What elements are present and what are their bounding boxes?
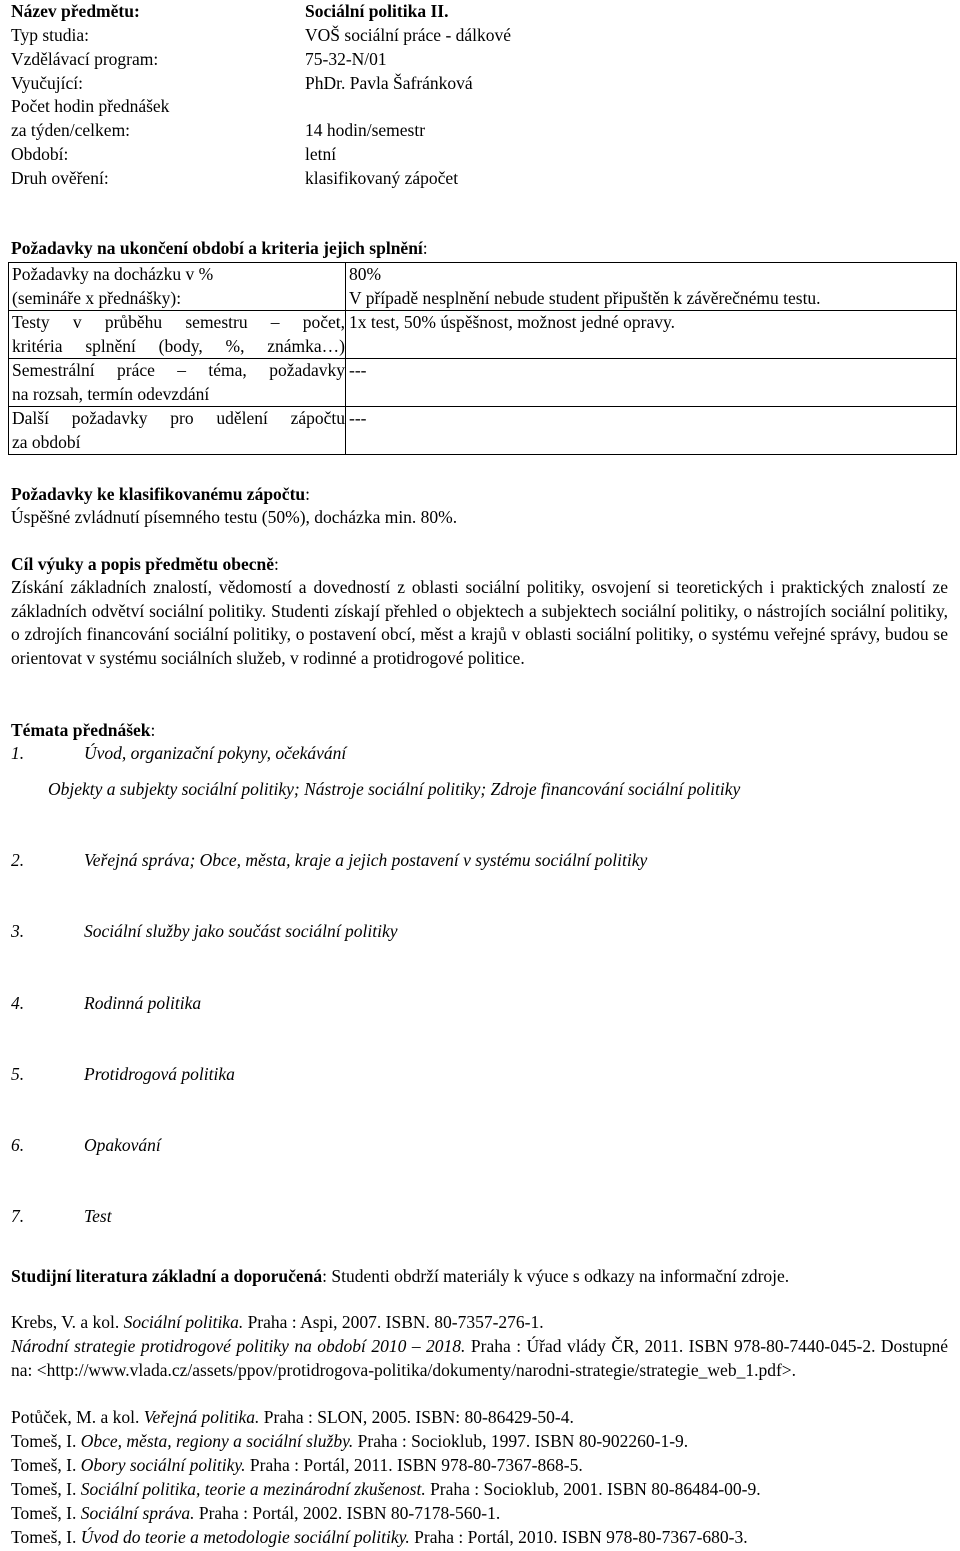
topics-heading (11, 719, 155, 743)
topic-number: 1. (11, 743, 25, 763)
goal-text: Získání základních znalostí, vědomostí a dovedností z oblasti sociální politiky, osvojení si teoretických i praktických znalostí ze základních odvětví sociální politiky. Studenti získají přehled o objektech a subjektech sociální politiky, o nástrojích sociální politiky, o zdrojích financování sociální politiky, o postavení obcí, měst a krajů v oblasti sociální politiky, o systému veřejné správy, budou se orientovat v systému sociálních služeb, v rodinné a protidrogové politice. (11, 577, 948, 668)
lit-publisher: Praha : SLON, 2005. ISBN: 80-86429-50-4. (259, 1407, 574, 1427)
topic-number: 4. (11, 993, 25, 1013)
graded-heading-colon: : (305, 484, 310, 504)
value-study-type: VOŠ sociální práce - dálkové (305, 25, 512, 45)
lit-title: Obce, města, regiony a sociální služby. (80, 1431, 354, 1451)
topics-heading-colon: : (150, 720, 156, 740)
lit-author: Tomeš, I. (11, 1503, 81, 1523)
lit-title: Sociální správa. (80, 1503, 195, 1523)
row-other-value (346, 407, 957, 455)
list-item (11, 1335, 948, 1382)
table-row (9, 407, 957, 455)
other-label-2: za období (12, 431, 81, 452)
lit-title: Národní strategie protidrogové politiky na období 2010 – 2018. (11, 1336, 466, 1356)
lit-publisher: Praha : Portál, 2010. ISBN 978-80-7367-680-3. (409, 1527, 748, 1547)
lit-publisher: Praha : Portál, 2011. ISBN 978-80-7367-868-5. (245, 1455, 583, 1475)
lit-publisher: Praha : Aspi, 2007. ISBN. 80-7357-276-1. (243, 1312, 544, 1332)
lit-author: Krebs, V. a kol. (11, 1312, 124, 1332)
lit-title: Veřejná politika. (143, 1407, 260, 1427)
label-program: Vzdělávací program: (11, 49, 159, 69)
lit-author: Potůček, M. a kol. (11, 1407, 144, 1427)
topic-number: 2. (11, 850, 25, 870)
attendance-value-2: V případě nesplnění nebude student připuštěn k závěrečnému testu. (349, 287, 821, 308)
topic-title: Veřejná správa; Obce, města, kraje a jejich postavení v systému sociální politiky (84, 850, 648, 870)
list-item (11, 1454, 948, 1478)
tests-label-2: kritéria splnění (body, %, známka…) (12, 335, 345, 356)
list-item (11, 1478, 948, 1502)
label-course-name: Název předmětu: (11, 1, 140, 21)
value-teacher: PhDr. Pavla Šafránková (305, 73, 473, 93)
attendance-label-1: Požadavky na docházku v % (12, 264, 214, 284)
list-item (11, 1406, 948, 1430)
row-attendance-label (9, 263, 346, 311)
topic-title: Opakování (84, 1135, 161, 1155)
other-label-1: Další požadavky pro udělení zápočtu (12, 408, 345, 428)
topic-number: 6. (11, 1135, 25, 1155)
value-period: letní (305, 144, 337, 164)
lit-author: Tomeš, I. (11, 1431, 81, 1451)
semestral-value: --- (349, 360, 367, 380)
list-item (11, 1526, 948, 1550)
row-semestral-label (9, 359, 346, 407)
literature-intro: : Studenti obdrží materiály k výuce s odkazy na informační zdroje. (322, 1266, 790, 1286)
label-teacher: Vyučující: (11, 73, 83, 93)
label-hours-2: za týden/celkem: (11, 120, 131, 140)
lit-title: Obory sociální politiky. (80, 1455, 246, 1475)
row-tests-value (346, 311, 957, 359)
requirements-heading-text: Požadavky na ukončení období a kriteria jejich splnění (11, 238, 423, 258)
row-other-label (9, 407, 346, 455)
tests-value: 1x test, 50% úspěšnost, možnost jedné opravy. (349, 312, 675, 332)
requirements-heading (11, 237, 428, 261)
lit-author: Tomeš, I. (11, 1455, 81, 1475)
topic-title: Sociální služby jako součást sociální politiky (84, 921, 398, 941)
label-hours-1: Počet hodin přednášek (11, 96, 170, 116)
lit-publisher: Praha : Socioklub, 2001. ISBN 80-86484-00-9. (425, 1479, 761, 1499)
list-item (11, 1502, 948, 1526)
topic-title: Test (84, 1206, 112, 1226)
topic-title: Úvod, organizační pokyny, očekávání (84, 743, 347, 763)
lit-author: Tomeš, I. (11, 1527, 81, 1547)
list-item (11, 1311, 948, 1335)
literature-heading-text: Studijní literatura základní a doporučená (11, 1266, 323, 1286)
topic-title: Rodinná politika (84, 993, 202, 1013)
list-item (11, 1430, 948, 1454)
table-row (9, 311, 957, 359)
lit-title: Sociální politika. (123, 1312, 244, 1332)
value-hours: 14 hodin/semestr (305, 120, 426, 140)
tests-label-1: Testy v průběhu semestru – počet, (12, 312, 345, 332)
topic-number: 3. (11, 921, 25, 941)
value-program: 75-32-N/01 (305, 49, 387, 69)
lit-publisher: Praha : Úřad vlády ČR, 2011. ISBN 978-80-7440-045-2. Dostupné na: <http://www.vlada.cz/assets/ppov/protidrogova-politika/dokumenty/narodni-strategie/strategie_web_1.pdf>. (11, 1336, 948, 1380)
graded-text: Úspěšné zvládnutí písemného testu (50%), docházka min. 80%. (11, 507, 458, 527)
literature-heading (11, 1265, 789, 1289)
table-row (9, 359, 957, 407)
lit-publisher: Praha : Socioklub, 1997. ISBN 80-902260-1-9. (353, 1431, 689, 1451)
topic-number: 5. (11, 1064, 25, 1084)
semestral-label-2: na rozsah, termín odevzdání (12, 383, 210, 404)
other-value: --- (349, 408, 367, 428)
graded-heading-text: Požadavky ke klasifikovanému zápočtu (11, 484, 306, 504)
topic-title: Protidrogová politika (84, 1064, 235, 1084)
value-verification: klasifikovaný zápočet (305, 168, 459, 188)
goal-heading-text: Cíl výuky a popis předmětu obecně (11, 554, 275, 574)
requirements-table (8, 262, 957, 455)
goal-heading (11, 553, 279, 577)
label-verification: Druh ověření: (11, 168, 109, 188)
goal-heading-colon: : (274, 554, 279, 574)
attendance-label-2: (semináře x přednášky): (12, 287, 182, 308)
value-course-name: Sociální politika II. (305, 1, 449, 21)
semestral-label-1: Semestrální práce – téma, požadavky (12, 360, 345, 380)
graded-heading (11, 483, 310, 507)
lit-title: Sociální politika, teorie a mezinárodní zkušenost. (80, 1479, 426, 1499)
requirements-heading-colon: : (422, 238, 428, 258)
lit-title: Úvod do teorie a metodologie sociální politiky. (80, 1527, 410, 1547)
topic-number: 7. (11, 1206, 25, 1226)
row-semestral-value (346, 359, 957, 407)
attendance-value-1: 80% (349, 264, 382, 284)
label-period: Období: (11, 144, 69, 164)
topics-heading-text: Témata přednášek (11, 720, 151, 740)
row-attendance-value (346, 263, 957, 311)
table-row (9, 263, 957, 311)
row-tests-label (9, 311, 346, 359)
label-study-type: Typ studia: (11, 25, 90, 45)
topic-subtitle: Objekty a subjekty sociální politiky; Nástroje sociální politiky; Zdroje financování sociální politiky (48, 779, 741, 799)
lit-publisher: Praha : Portál, 2002. ISBN 80-7178-560-1. (194, 1503, 501, 1523)
lit-author: Tomeš, I. (11, 1479, 81, 1499)
